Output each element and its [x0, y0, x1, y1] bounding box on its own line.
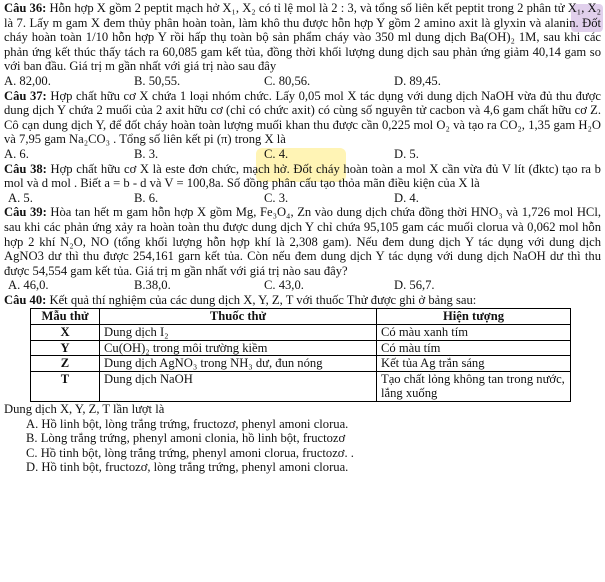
cell-sample: Z	[31, 356, 100, 372]
option-b: B. 3.	[134, 146, 159, 161]
answer-b: B. Lòng trắng trứng, phenyl amoni clonia, hồ linh bột, fructozơ	[26, 431, 346, 446]
table-row	[31, 371, 571, 401]
question-text	[4, 293, 601, 308]
cell-reagent: Dung dịch NaOH	[100, 371, 377, 401]
options-row	[4, 278, 601, 293]
header-phenomenon: Hiện tượng	[377, 309, 571, 325]
question-text	[4, 89, 601, 147]
option-c: C. 3.	[264, 190, 289, 205]
question-38	[4, 162, 601, 206]
cell-sample: X	[31, 325, 100, 341]
option-a: A. 6.	[4, 146, 29, 161]
question-label: Câu 37:	[4, 88, 47, 103]
table-header-row	[31, 309, 571, 325]
cell-sample: Y	[31, 340, 100, 356]
table-row	[31, 356, 571, 372]
question-label: Câu 36:	[4, 1, 47, 15]
document	[4, 1, 601, 475]
cell-phenomenon: Tạo chất lỏng không tan trong nước, lắng xuống	[377, 371, 571, 401]
option-a: A. 5.	[8, 190, 33, 205]
option-d: D. 5.	[394, 146, 419, 161]
question-text	[4, 1, 601, 74]
question-text	[4, 205, 601, 278]
option-c: C. 4.	[264, 146, 289, 161]
header-sample: Mẫu thử	[31, 309, 100, 325]
option-a: A. 82,00.	[4, 73, 51, 88]
header-reagent: Thuốc thử	[100, 309, 377, 325]
question-body: Hợp chất hữu cơ X là este đơn chức, mạch hở. Đốt cháy hoàn toàn a mol X cần vừa đủ V lít (đktc) tạo ra b mol và d mol . Biết a = b - d và V = 100,8a. Số đồng phân cấu tạo thỏa mãn điều kiện của X là	[4, 161, 601, 191]
options-row	[4, 147, 601, 162]
option-c: C. 80,56.	[264, 73, 311, 88]
question-body: Hợp chất hữu cơ X chứa 1 loại nhóm chức. Lấy 0,05 mol X tác dụng với dung dịch NaOH vừa đủ thu được dung dịch Y chứa 2 muối của 2 axit hữu cơ (chỉ có chức axit) có cùng số nguyên tử cacbon và 4,6 gam chất hữu cơ Z. Cô cạn dung dịch Y, để đốt cháy hoàn toàn lượng muối khan thu được cần 0,225 mol O₂ và tạo ra CO₂, 1,35 gam H₂O và 7,95 gam Na₂CO₃ . Tổng số liên kết pi (π) trong X là	[4, 88, 601, 147]
option-b: B. 50,55.	[134, 73, 181, 88]
question-37	[4, 89, 601, 162]
option-c: C. 43,0.	[264, 278, 304, 293]
cell-phenomenon: Có màu tím	[377, 340, 571, 356]
cell-reagent: Dung dịch I₂	[100, 325, 377, 341]
answer-c: C. Hồ tinh bột, lòng trắng trứng, phenyl amoni clorua, fructozơ. .	[26, 445, 354, 460]
question-39	[4, 205, 601, 293]
cell-reagent: Cu(OH)₂ trong môi trường kiềm	[100, 340, 377, 356]
options-row	[4, 74, 601, 89]
answer-a: A. Hồ linh bột, lòng trắng trứng, fructozơ, phenyl amoni clorua.	[26, 416, 349, 431]
question-40	[4, 293, 601, 475]
results-table	[30, 308, 571, 402]
option-d: D. 4.	[394, 190, 419, 205]
question-body: Hỗn hợp X gồm 2 peptit mạch hở X₁, X₂ có tỉ lệ mol là 2 : 3, và tổng số liên kết peptit trong 2 phân tử X₁, X₂ là 7. Lấy m gam X đem thủy phân hoàn toàn, làm khô thu được hỗn hợp Y gồm 2 amino axit là glyxin và alanin. Đốt cháy hoàn toàn 1/10 hỗn hợp Y rồi hấp thụ toàn bộ sản phẩm cháy vào 350 ml dung dịch Ba(OH)₂ 1M, sau khi các phản ứng kết thúc thấy tách ra 60,085 gam kết tủa, đồng thời khối lượng dung dịch sau phản ứng giảm 40,14 gam so với ban đầu. Giá trị m gần nhất với giá trị nào sau đây	[4, 1, 601, 74]
option-b: B. 6.	[134, 190, 159, 205]
cell-reagent: Dung dịch AgNO₃ trong NH₃ dư, đun nóng	[100, 356, 377, 372]
question-body: Kết quả thí nghiệm của các dung dịch X, Y, Z, T với thuốc Thử được ghi ở bảng sau:	[49, 292, 477, 307]
question-label: Câu 40:	[4, 292, 47, 307]
table-row	[31, 325, 571, 341]
answer-d: D. Hồ tinh bột, fructozơ, lòng trắng trứng, phenyl amoni clorua.	[26, 460, 349, 475]
option-d: D. 89,45.	[394, 73, 441, 88]
options-row	[4, 191, 601, 206]
question-label: Câu 39:	[4, 205, 47, 220]
option-a: A. 46,0.	[8, 278, 49, 293]
question-body: Hòa tan hết m gam hỗn hợp X gồm Mg, Fe₃O₄, Zn vào dung dịch chứa đồng thời HNO₃ và 1,726 mol HCl, sau khi các phản ứng xảy ra hoàn toàn thu được dung dịch Y chỉ chứa 95,105 gam các muối clorua và 0,062 mol hỗn hợp 2 khí N₂O, NO (tổng khối lượng hỗn hợp khí là 2,308 gam). Nếu đem dung dịch Y tác dụng với dung dịch AgNO3 dư thì thu được 254,161 garn kết tủa. Còn nếu đem dung dịch Y tác dụng với dung dịch NaOH dư thì thu được 54,554 gam kết tủa. Giá trị m gần nhất với giá trị nào sau đây?	[4, 205, 601, 278]
option-b: B.38,0.	[134, 278, 171, 293]
cell-phenomenon: Có màu xanh tím	[377, 325, 571, 341]
question-text	[4, 162, 601, 191]
cell-phenomenon: Kết tủa Ag trắn sáng	[377, 356, 571, 372]
question-36	[4, 1, 601, 89]
option-d: D. 56,7.	[394, 278, 435, 293]
cell-sample: T	[31, 371, 100, 401]
answer-lead: Dung dịch X, Y, Z, T lần lượt là	[4, 402, 165, 417]
question-label: Câu 38:	[4, 161, 47, 176]
table-row	[31, 340, 571, 356]
